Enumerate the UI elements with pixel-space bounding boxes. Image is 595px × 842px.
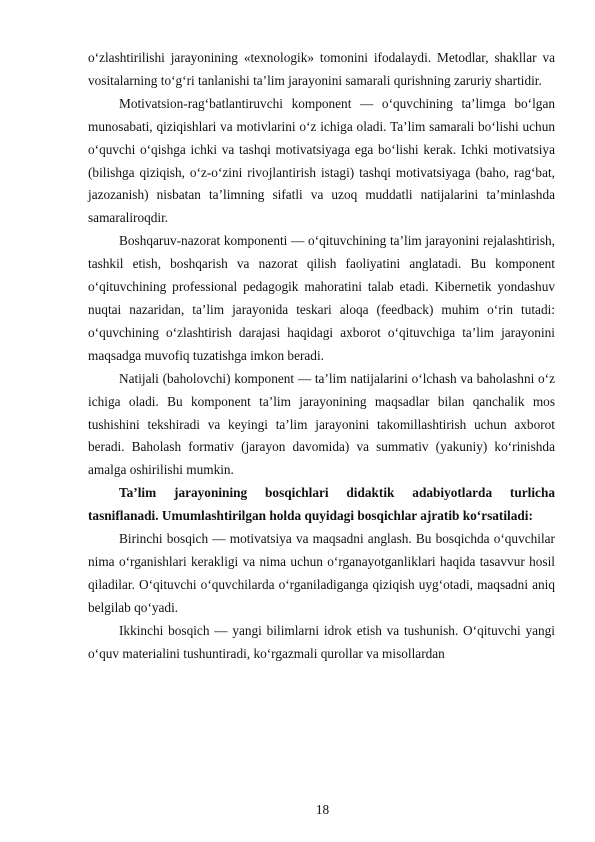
document-body [88,47,555,665]
paragraph-control-component: Boshqaruv-nazorat komponenti — o‘qituvchining ta’lim jarayonini rejalashtirish, tashkil etish, boshqarish va nazorat qilish faoliyatini anglatadi. Bu komponent o‘qituvchining professional pedagogik mahoratini talab etadi. Kibernetik yondashuv nuqtai nazaridan, ta’lim jarayonida teskari aloqa (feedback) muhim o‘rin tutadi: o‘quvchining o‘zlashtirish darajasi haqidagi axborot o‘qituvchiga ta’lim jarayonini maqsadga muvofiq tuzatishga imkon beradi. [88,233,555,363]
paragraph-stages-heading: Ta’lim jarayonining bosqichlari didaktik adabiyotlarda turlicha tasniflanadi. Umumlashtirilgan holda quyidagi bosqichlar ajratib ko‘rsatiladi: [88,485,555,524]
paragraph-first-stage: Birinchi bosqich — motivatsiya va maqsadni anglash. Bu bosqichda o‘quvchilar nima o‘rganishlari kerakligi va nima uchun o‘rganayotganliklari haqida tasavvur hosil qiladilar. O‘qituvchi o‘quvchilarda o‘rganiladiganga qiziqish uyg‘otadi, maqsadni aniq belgilab qo‘yadi. [88,531,555,615]
paragraph-evaluative-component: Natijali (baholovchi) komponent — ta’lim natijalarini o‘lchash va baholashni o‘z ichiga oladi. Bu komponent ta’lim jarayonining maqsadlar bilan qanchalik mos tushishini tekshiradi va keyingi ta’lim jarayonini takomillashtirish uchun axborot beradi. Baholash formativ (jarayon davomida) va summativ (yakuniy) ko‘rinishda amalga oshirilishi mumkin. [88,370,555,478]
paragraph-motivational-component: Motivatsion-rag‘batlantiruvchi komponent — o‘quvchining ta’limga bo‘lgan munosabati, qiziqishlari va motivlarini o‘z ichiga oladi. Ta’lim samarali bo‘lishi uchun o‘quvchi o‘qishga ichki va tashqi motivatsiyaga ega bo‘lishi kerak. Ichki motivatsiya (bilishga qiziqish, o‘z-o‘zini rivojlantirish istagi) tashqi motivatsiyaga (baho, rag‘bat, jazozanish) nisbatan ta’limning sifatli va uzoq muddatli natijalarini ta’minlashda samaraliroqdir. [88,95,555,226]
paragraph-methods-continuation: o‘zlashtirilishi jarayonining «texnologik» tomonini ifodalaydi. Metodlar, shakllar va vositalarning to‘g‘ri tanlanishi ta’lim jarayonini samarali qurishning zaruriy shartidir. [88,50,555,88]
paragraph-second-stage: Ikkinchi bosqich — yangi bilimlarni idrok etish va tushunish. O‘qituvchi yangi o‘quv materialini tushuntiradi, ko‘rgazmali qurollar va misollardan [88,622,555,661]
page-number: 18 [315,802,330,817]
